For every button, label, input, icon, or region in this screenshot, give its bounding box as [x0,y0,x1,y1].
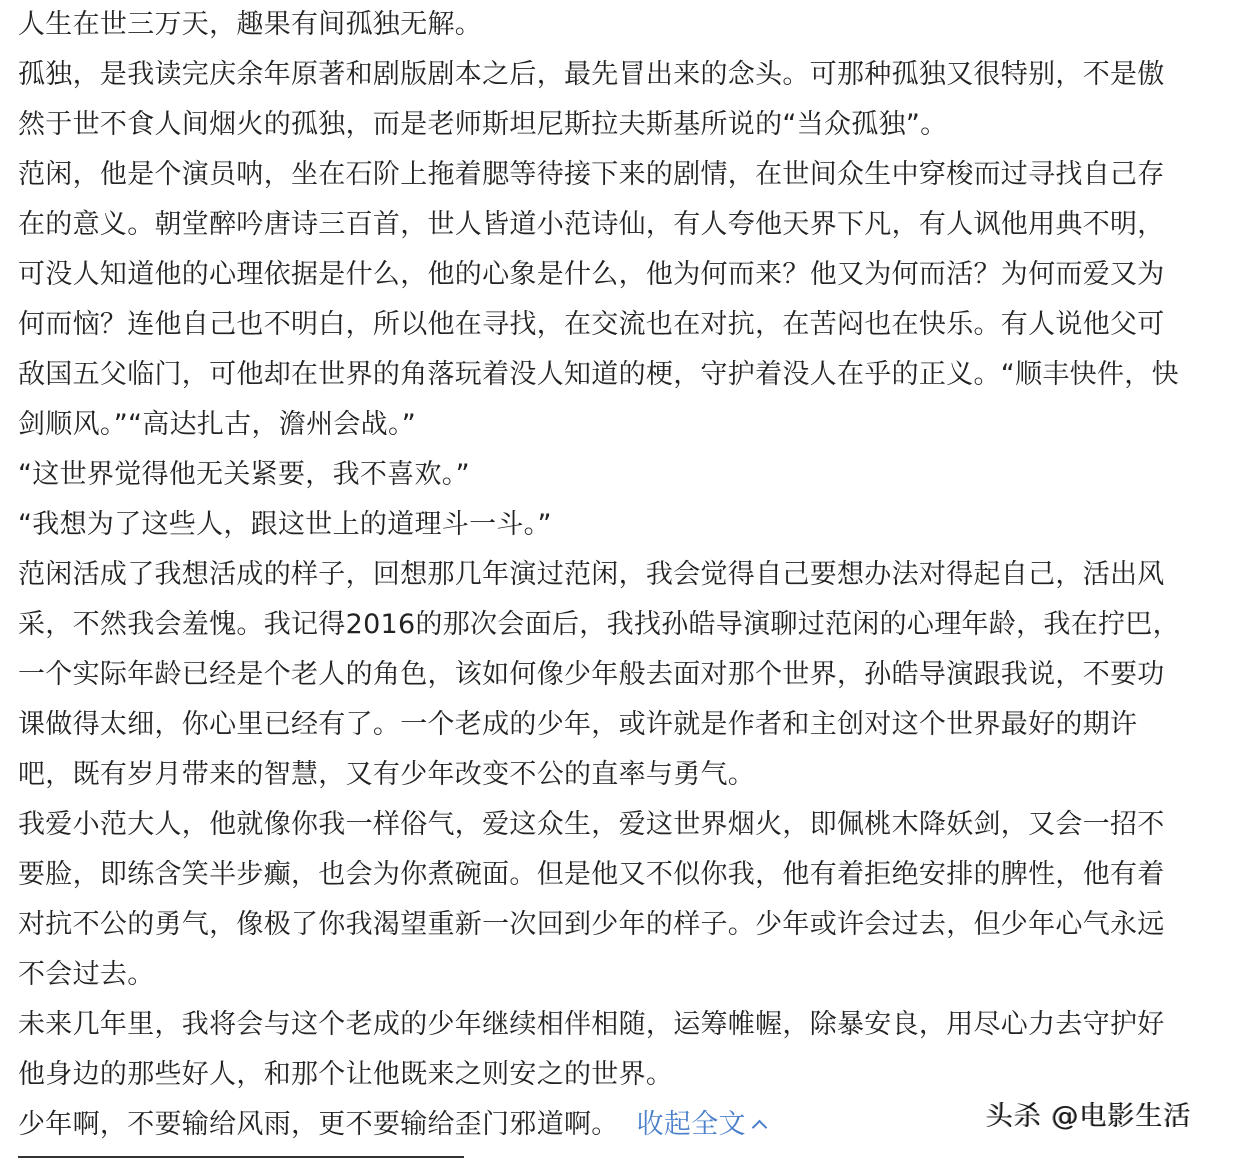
text-line: 对抗不公的勇气，像极了你我渴望重新一次回到少年的样子。少年或许会过去，但少年心气永远 [18,909,1165,940]
paragraph [18,50,1228,150]
text-line: 孤独，是我读完庆余年原著和剧版剧本之后，最先冒出来的念头。可那种孤独又很特别，不是傲 [18,59,1165,90]
text-line: 少年啊，不要输给风雨，更不要输给歪门邪道啊。 [18,1109,619,1140]
text-line: 采，不然我会羞愧。我记得2016的那次会面后，我找孙皓导演聊过范闲的心理年龄，我在拧巴， [18,609,1180,640]
article-body [18,0,1228,1150]
text-line: “我想为了这些人，跟这世上的道理斗一斗。” [18,509,552,540]
text-line: 可没人知道他的心理依据是什么，他的心象是什么，他为何而来？他又为何而活？为何而爱又为 [18,259,1165,290]
chevron-up-icon [752,1120,768,1136]
text-line: 在的意义。朝堂醉吟唐诗三百首，世人皆道小范诗仙，有人夸他天界下凡，有人讽他用典不明， [18,209,1165,240]
text-line: 人生在世三万天，趣果有间孤独无解。 [18,9,483,40]
text-line: 范闲活成了我想活成的样子，回想那几年演过范闲，我会觉得自己要想办法对得起自己，活出风 [18,559,1165,590]
paragraph [18,1000,1228,1100]
text-line: 他身边的那些好人，和那个让他既来之则安之的世界。 [18,1059,674,1090]
text-line: “这世界觉得他无关紧要，我不喜欢。” [18,459,470,490]
paragraph [18,500,1228,550]
text-line: 不会过去。 [18,959,155,990]
text-line: 未来几年里，我将会与这个老成的少年继续相伴相随，运筹帷幄，除暴安良，用尽心力去守护好 [18,1009,1165,1040]
text-line: 何而恼？连他自己也不明白，所以他在寻找，在交流也在对抗，在苦闷也在快乐。有人说他父可 [18,309,1165,340]
paragraph [18,450,1228,500]
text-line: 敌国五父临门，可他却在世界的角落玩着没人知道的梗，守护着没人在乎的正义。“顺丰快件，快 [18,359,1179,390]
text-line: 吧，既有岁月带来的智慧，又有少年改变不公的直率与勇气。 [18,759,756,790]
watermark: 头杀 @电影生活 [986,1101,1192,1132]
paragraph [18,550,1228,800]
collapse-label: 收起全文 [636,1109,746,1140]
text-line: 要脸，即练含笑半步癫，也会为你煮碗面。但是他又不似你我，他有着拒绝安排的脾性，他有着 [18,859,1165,890]
text-line: 剑顺风。”“高达扎古，澹州会战。” [18,409,417,440]
collapse-article-link[interactable] [637,1109,765,1140]
text-line: 我爱小范大人，他就像你我一样俗气，爱这众生，爱这世界烟火，即佩桃木降妖剑，又会一招不 [18,809,1165,840]
paragraph [18,800,1228,1000]
text-line: 然于世不食人间烟火的孤独，而是老师斯坦尼斯拉夫斯基所说的“当众孤独”。 [18,109,948,140]
text-line: 一个实际年龄已经是个老人的角色，该如何像少年般去面对那个世界，孙皓导演跟我说，不要功 [18,659,1165,690]
paragraph [18,150,1228,450]
text-line: 课做得太细，你心里已经有了。一个老成的少年，或许就是作者和主创对这个世界最好的期许 [18,709,1138,740]
paragraph [18,0,1228,50]
text-line: 范闲，他是个演员呐，坐在石阶上拖着腮等待接下来的剧情，在世间众生中穿梭而过寻找自己存 [18,159,1165,190]
